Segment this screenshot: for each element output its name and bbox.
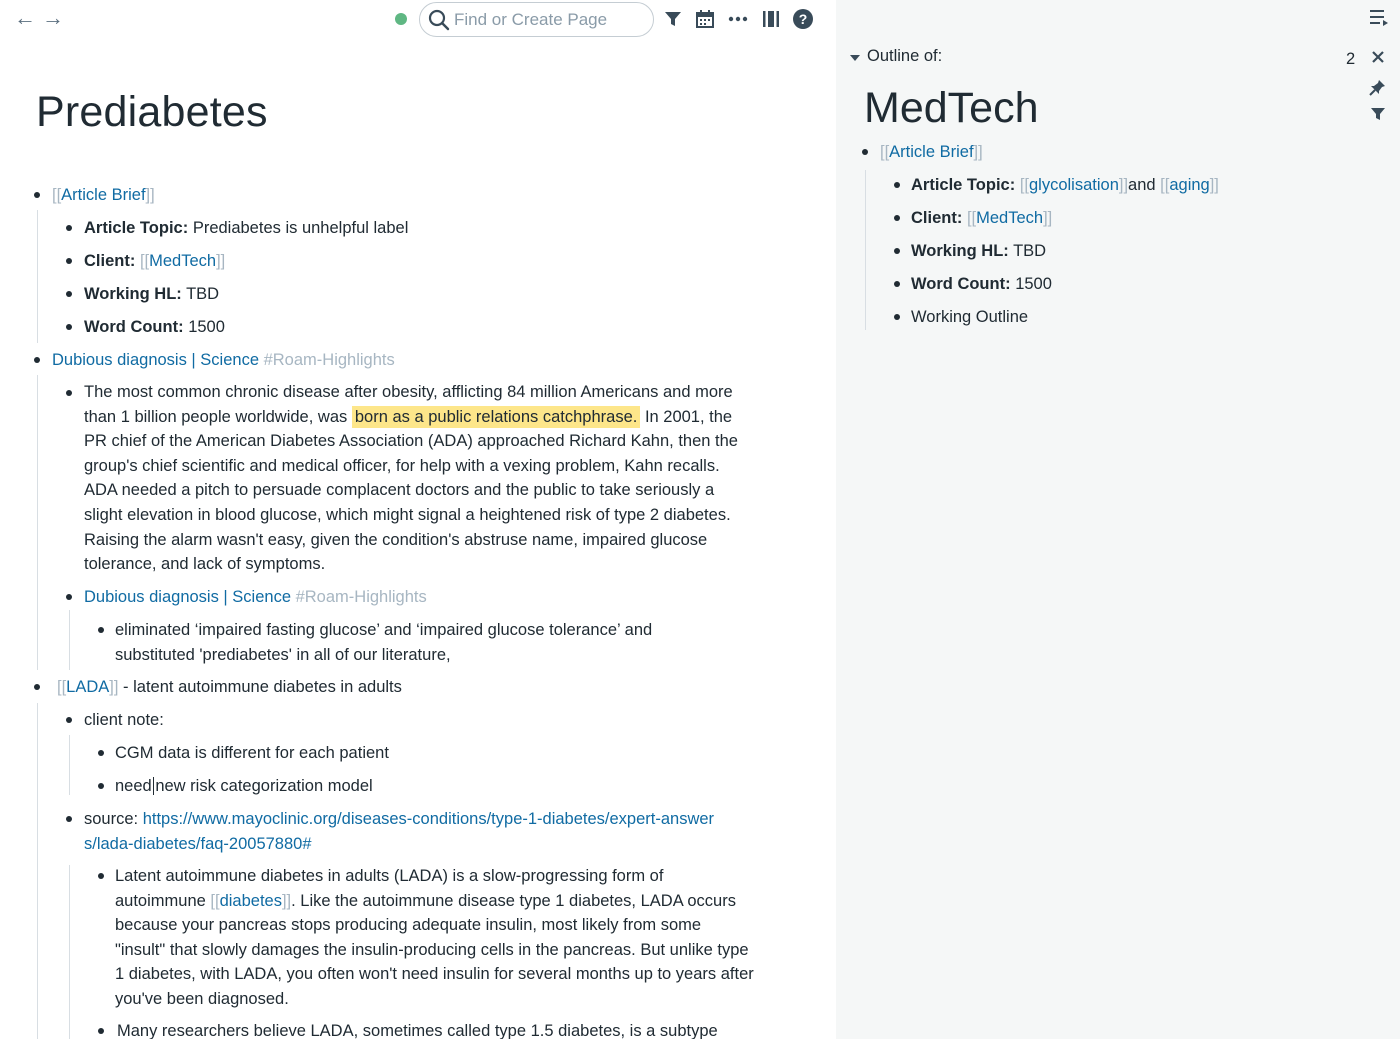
indent-guide: [37, 210, 38, 343]
page-ref-medtech[interactable]: MedTech: [976, 209, 1044, 227]
block-bullet[interactable]: [34, 192, 40, 198]
block-bullet[interactable]: [98, 750, 104, 756]
indent-guide: [69, 865, 70, 1039]
close-icon[interactable]: [1371, 50, 1385, 64]
search-input[interactable]: [454, 9, 644, 31]
external-link[interactable]: Dubious diagnosis | Science: [84, 588, 291, 606]
sb-block-working-hl[interactable]: Working HL: TBD: [911, 242, 1047, 260]
page-ref-diabetes[interactable]: diabetes: [219, 891, 282, 910]
back-button[interactable]: ←: [14, 5, 36, 30]
tag-roam-highlights[interactable]: #Roam-Highlights: [263, 351, 395, 369]
sb-block-article-topic[interactable]: Article Topic: [[glycolisation]]and [[aging]]: [911, 176, 1219, 194]
page-ref-lada[interactable]: LADA: [66, 678, 110, 696]
block-bullet[interactable]: [34, 357, 40, 363]
block-bullet[interactable]: [894, 182, 900, 188]
highlight: born as a public relations catchphrase.: [352, 406, 641, 428]
pin-icon[interactable]: [1369, 78, 1387, 96]
search-box[interactable]: [419, 2, 654, 37]
page-ref-aging[interactable]: aging: [1169, 176, 1210, 194]
block-bullet[interactable]: [894, 248, 900, 254]
block-lada[interactable]: [[LADA]] - latent autoimmune diabetes in adults: [57, 678, 402, 696]
block-bullet[interactable]: [34, 684, 40, 690]
block-bullet[interactable]: [66, 390, 72, 396]
page-ref-article-brief[interactable]: Article Brief: [889, 143, 974, 161]
block-working-hl[interactable]: Working HL: TBD: [84, 285, 220, 303]
sb-block-article-brief[interactable]: [[Article Brief]]: [880, 143, 983, 161]
calendar-icon[interactable]: [694, 8, 716, 30]
block-bullet[interactable]: [862, 149, 868, 155]
block-bullet[interactable]: [66, 258, 72, 264]
block-bullet[interactable]: [98, 627, 104, 633]
svg-text:?: ?: [798, 11, 808, 27]
block-bullet[interactable]: [66, 816, 72, 822]
filter-icon[interactable]: [1370, 106, 1386, 122]
sb-block-working-outline[interactable]: Working Outline: [911, 308, 1029, 326]
block-note-cgm[interactable]: CGM data is different for each patient: [115, 744, 389, 762]
source-url-link[interactable]: https://www.mayoclinic.org/diseases-conditions/type-1-diabetes/expert-answers/lada-diabetes/faq-20057880#: [84, 810, 715, 853]
block-bullet[interactable]: [98, 873, 104, 879]
block-article-topic[interactable]: Article Topic: Prediabetes is unhelpful label: [84, 219, 409, 237]
sync-status-indicator: [395, 13, 407, 25]
block-bullet[interactable]: [66, 717, 72, 723]
block-article-brief[interactable]: [[Article Brief]]: [52, 186, 155, 204]
search-icon: [428, 9, 450, 31]
block-word-count[interactable]: Word Count: 1500: [84, 318, 225, 336]
indent-guide: [865, 170, 866, 330]
sidebar-toggle-icon[interactable]: [760, 8, 782, 30]
block-bullet[interactable]: [98, 783, 104, 789]
block-source[interactable]: source: https://www.mayoclinic.org/diseases-conditions/type-1-diabetes/expert-answers/lada-diabetes/faq-20057880#: [84, 810, 715, 853]
block-quote-2[interactable]: eliminated ‘impaired fasting glucose’ and ‘impaired glucose tolerance’ and substituted 'prediabetes' in all of our literature,: [115, 621, 653, 664]
block-dubious-diagnosis[interactable]: [52, 348, 395, 373]
top-bar: [0, 0, 836, 40]
indent-guide: [69, 735, 70, 795]
indent-guide: [69, 610, 70, 670]
block-bullet[interactable]: [66, 225, 72, 231]
collapse-caret-icon[interactable]: [849, 52, 861, 64]
page-ref-glycolisation[interactable]: glycolisation: [1028, 176, 1119, 194]
sidebar-page-title[interactable]: MedTech: [864, 84, 1039, 132]
block-dubious-diagnosis-2[interactable]: [84, 585, 427, 610]
block-note-risk[interactable]: need new risk categorization model: [115, 777, 373, 795]
block-bullet[interactable]: [66, 291, 72, 297]
block-quote[interactable]: The most common chronic disease after obesity, afflicting 84 million Americans and more than 1 billion people worldwide, was born as a public relations catchphrase. In 2001, the PR chief of the American Diabetes Association (ADA) approached Richard Kahn, then the group's chief scientific and medical officer, for help with a vexing problem, Kahn recalls. ADA needed a pitch to persuade complacent doctors and the public to take seriously a slight elevation in blood glucose, which might signal a heightened risk of type 2 diabetes. Raising the alarm wasn't easy, given the condition's abstruse name, impaired glucose tolerance, and lack of symptoms.: [84, 383, 738, 574]
sb-block-client[interactable]: Client: [[MedTech]]: [911, 209, 1053, 227]
block-bullet[interactable]: [66, 324, 72, 330]
page-ref-medtech[interactable]: MedTech: [149, 252, 217, 270]
block-bullet[interactable]: [894, 314, 900, 320]
block-lada-definition[interactable]: Latent autoimmune diabetes in adults (LADA) is a slow-progressing form of autoimmune [[diabetes]]. Like the autoimmune disease type 1 diabetes, LADA occurs because your pancreas stops producing adequate insulin, most likely from some "insult" that slowly damages the insulin-producing cells in the pancreas. But unlike type 1 diabetes, with LADA, you often won't need insulin for several months up to years after you've been diagnosed.: [115, 867, 754, 1008]
help-icon[interactable]: [792, 8, 814, 30]
page-title[interactable]: Prediabetes: [36, 88, 268, 136]
block-bullet[interactable]: [98, 1028, 104, 1034]
outline-label: Outline of:: [867, 47, 943, 65]
block-client-note[interactable]: client note:: [84, 711, 164, 729]
block-client[interactable]: Client: [[MedTech]]: [84, 252, 226, 270]
filter-icon[interactable]: [662, 8, 684, 30]
block-bullet[interactable]: [66, 594, 72, 600]
tag-roam-highlights[interactable]: #Roam-Highlights: [295, 588, 427, 606]
sidebar-menu-icon[interactable]: [1368, 8, 1390, 26]
external-link[interactable]: Dubious diagnosis | Science: [52, 351, 259, 369]
page-ref-article-brief[interactable]: Article Brief: [61, 186, 146, 204]
block-bullet[interactable]: [894, 281, 900, 287]
block-bullet[interactable]: [894, 215, 900, 221]
block-lada-researchers[interactable]: Many researchers believe LADA, sometimes called type 1.5 diabetes, is a subtype: [117, 1022, 718, 1039]
more-icon[interactable]: [727, 8, 749, 30]
indent-guide: [37, 703, 38, 1039]
right-sidebar: [836, 0, 1400, 1039]
sb-block-word-count[interactable]: Word Count: 1500: [911, 275, 1052, 293]
indent-guide: [37, 375, 38, 670]
sidebar-count: 2: [1346, 50, 1356, 68]
forward-button[interactable]: →: [42, 5, 64, 30]
